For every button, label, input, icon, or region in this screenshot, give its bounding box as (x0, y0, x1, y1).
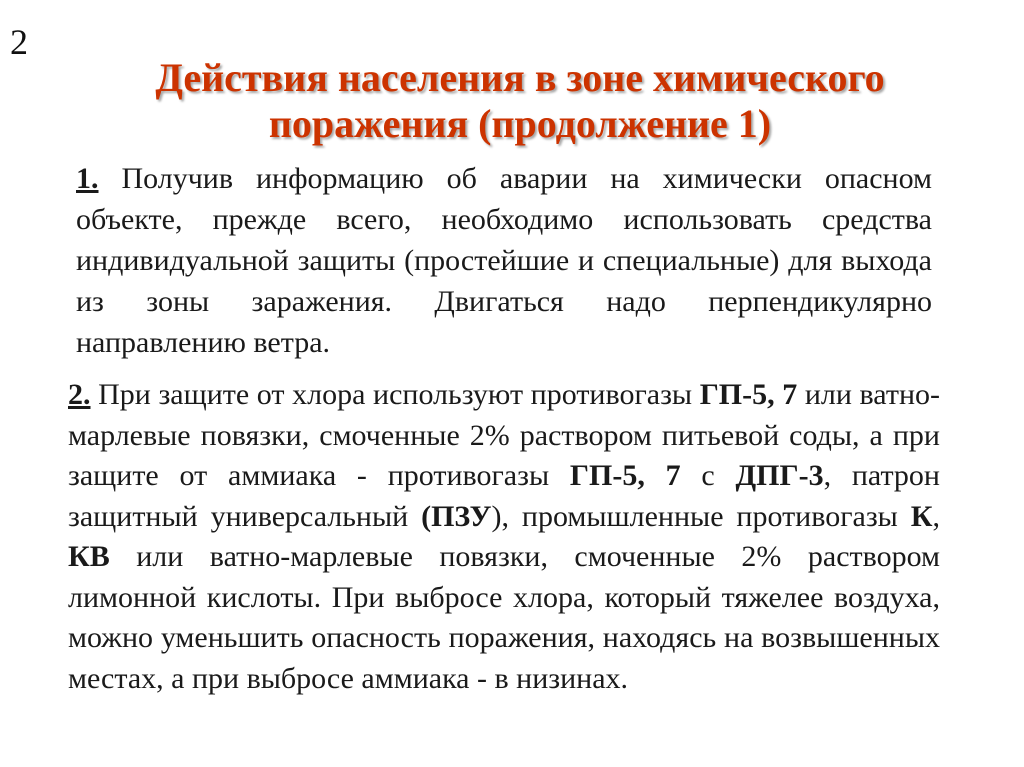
paragraph-2-text-segment: , патрон защитный универсальный (68, 459, 940, 533)
bold-term-gas-mask: ГП-5, 7 (699, 378, 798, 411)
paragraph-2-text-segment: При защите от хлора используют противогазы (90, 378, 700, 411)
paragraph-2-text-segment: или ватно-марлевые повязки, смоченные 2% раствором питьевой соды, а при защите от аммиака - противогазы (68, 378, 940, 492)
paragraph-1 (76, 158, 932, 363)
paragraph-2-text-segment: ), промышленные противогазы (491, 499, 911, 533)
paragraph-2-text-segment: или ватно-марлевые повязки, смоченные 2% раствором лимонной кислоты. При выбросе хлора, который тяжелее воздуха, можно уменьшить опасность поражения, находясь на возвышенных местах, а при выбросе аммиака - в низинах. (68, 540, 940, 695)
bold-term-kv: КВ (68, 540, 110, 573)
bold-term-cartridge: ДПГ-3 (735, 459, 824, 492)
bold-term-pzu: (ПЗУ (421, 499, 492, 533)
bold-term-k: К (910, 499, 933, 533)
paragraph-2-text-segment: , (932, 499, 940, 533)
paragraph-2-text-segment: с (680, 459, 736, 492)
slide-number: 2 (10, 22, 28, 62)
paragraph-1-number: 1. (76, 162, 99, 195)
paragraph-2 (68, 375, 940, 699)
bold-term-gas-mask: ГП-5, 7 (569, 459, 681, 492)
slide-title: Действия населения в зоне химического поражения (продолжение 1) (155, 55, 885, 146)
paragraph-2-number: 2. (68, 378, 91, 411)
paragraph-1-text: Получив информацию об аварии на химически опасном объекте, прежде всего, необходимо использовать средства индивидуальной защиты (простейшие и специальные) для выхода из зоны заражения. Двигаться надо перпендикулярно направлению ветра. (76, 162, 932, 359)
